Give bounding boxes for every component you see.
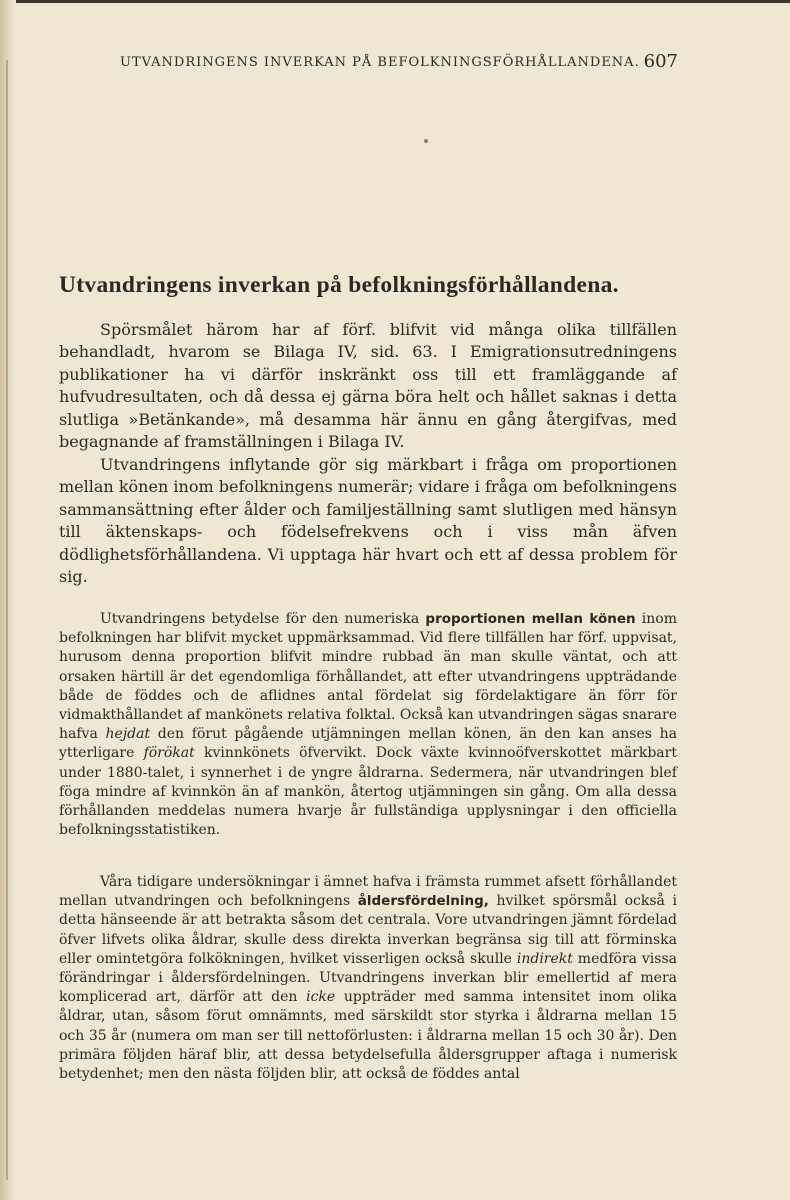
- paragraph-3-text: den förut pågående utjämningen mellan könen, än den kan anses ha ytterligare: [59, 726, 677, 762]
- paragraph-2: Utvandringens inflytande gör sig märkbart i fråga om proportionen mellan könen inom befolkningens numerär; vidare i fråga om befolkningens sammansättning efter ålder och familjeställning samt slutligen med hänsyn till äktenskaps- och födelsefrekvens och i viss mån äfven dödlighetsförhållandena. Vi upptaga här hvart och ett af dessa problem för sig.: [59, 455, 677, 587]
- paragraph-4-italic-term: icke: [306, 989, 336, 1006]
- binding-shadow-line: [6, 60, 8, 1180]
- paragraph-3-bold-term: proportionen mellan könen: [425, 611, 636, 627]
- paragraph-4-text: medföra vissa förändringar i åldersfördelningen. Utvandringens inverkan blir emellertid af mera komplicerad art, därför att den: [59, 950, 677, 1006]
- running-head-title: UTVANDRINGENS INVERKAN PÅ BEFOLKNINGSFÖRHÅLLANDENA.: [120, 55, 640, 70]
- paragraph-4-text: Våra tidigare undersökningar i ämnet hafva i främsta rummet afsett förhållandet mellan utvandringen och befolkningens: [59, 874, 677, 910]
- paragraph-1: Spörsmålet härom har af förf. blifvit vid många olika tillfällen behandladt, hvarom se Bilaga IV, sid. 63. I Emigrationsutredningens publikationer ha vi därför inskränkt oss till ett framläggande af hufvudresultaten, och då dessa ej gärna böra helt och hållet saknas i detta slutliga »Betänkande», må desamma här ännu en gång återgifvas, med begagnande af framställningen i Bilaga IV.: [59, 320, 677, 452]
- paragraph-4-text: uppträder med samma intensitet inom olika åldrar, utan, såsom förut omnämnts, med särskildt stor styrka i åldrarna mellan 15 och 35 år (numera om man ser till nettoförlusten: i åldrarna mellan 15 och 30 år). Den primära följden häraf blir, att dessa betydelsefulla åldersgrupper aftaga i numerisk betydenhet; men den nästa följden blir, att också de föddes antal: [59, 989, 678, 1083]
- paragraph-4-italic-term: indirekt: [516, 950, 573, 967]
- paragraph-4: [59, 873, 677, 1084]
- paragraph-3-italic-term: förökat: [143, 745, 195, 762]
- ink-spot: [424, 139, 428, 143]
- paragraph-3: [59, 610, 677, 840]
- paragraph-3-text: kvinnkönets öfvervikt. Dock växte kvinnoöfverskottet märkbart under 1880-talet, i synnerhet i de yngre åldrarna. Sedermera, när utvandringen blef föga mindre af kvinnkön än af mankön, återtog utjämningen sin gång. Om alla dessa förhållanden meddelas numera hvarje år fullständiga upplysningar i den officiella befolkningsstatistiken.: [59, 745, 677, 839]
- paragraph-3-text: inom befolkningen har blifvit mycket uppmärksammad. Vid flere tillfällen har förf. uppvisat, hurusom denna proportion blifvit mindre rubbad än man skulle väntat, och att orsaken härtill är det egendomliga förhållandet, att efter utvandringens uppträdande både de föddes och de aflidnes antal fördelat sig fördelaktigare än förr för vidmakthållandet af mankönets relativa folktal. Också kan utvandringen sägas snarare hafva: [59, 611, 677, 743]
- running-head: [120, 51, 680, 73]
- paragraph-3-text: Utvandringens betydelse för den numeriska: [100, 611, 426, 627]
- paragraph-3-italic-term: hejdat: [105, 726, 151, 743]
- page-binding-edge: [0, 0, 16, 1200]
- page-number: 607: [643, 51, 678, 72]
- section-heading: Utvandringens inverkan på befolkningsförhållandena.: [59, 272, 619, 298]
- page-top-edge: [0, 0, 790, 3]
- paragraph-4-text: hvilket spörsmål också i detta hänseende är att betrakta såsom det centrala. Vore utvandringen jämnt fördelad öfver lifvets olika åldrar, skulle dess direkta inverkan begränsa sig till att förminska eller omintetgöra folkökningen, hvilket visserligen också skulle: [59, 893, 677, 967]
- paragraph-4-bold-term: åldersfördelning,: [357, 893, 489, 910]
